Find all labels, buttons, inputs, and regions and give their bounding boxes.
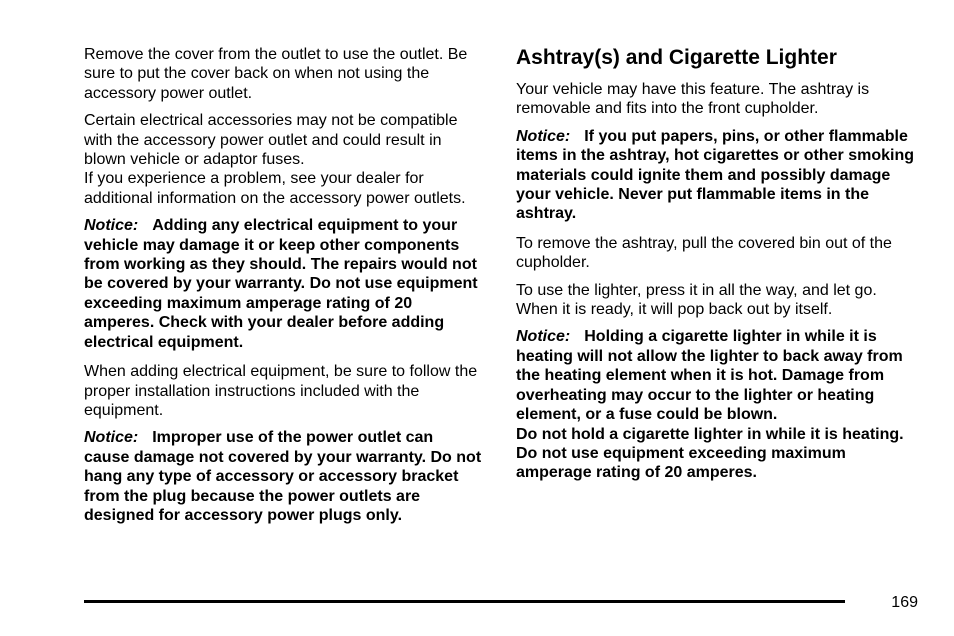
dealer-advice-text: If you experience a problem, see your dealer for additional information on the accessory power outlets. — [84, 170, 466, 207]
notice-text-continued: Do not hold a cigarette lighter in while it is heating. Do not use equipment exceeding maximum amperage rating of 20 amperes. — [516, 425, 904, 482]
footer-rule — [84, 600, 845, 603]
section-heading: Ashtray(s) and Cigarette Lighter — [516, 46, 837, 69]
notice-label: Notice: — [84, 429, 139, 447]
notice-cigarette-lighter — [516, 327, 922, 482]
notice-text: Adding any electrical equipment to your vehicle may damage it or keep other components from working as they should. The repairs would not be covered by your warranty. Do not use equipment exceeding maximum amperage rating of 20 amperes. Check with your dealer before adding electrical equipment. — [84, 217, 478, 351]
remove-ashtray-paragraph: To remove the ashtray, pull the covered bin out of the cupholder. — [516, 234, 892, 272]
right-column — [516, 44, 922, 493]
use-lighter-paragraph: To use the lighter, press it in all the way, and let go. When it is ready, it will pop back out by itself. — [516, 281, 877, 319]
notice-flammable-items — [516, 127, 922, 224]
notice-electrical-equipment — [84, 216, 482, 352]
left-column — [84, 45, 482, 535]
accessory-compatibility-paragraph — [84, 111, 482, 208]
notice-text: If you put papers, pins, or other flammable items in the ashtray, hot cigarettes or other smoking materials could ignite them and possibly damage your vehicle. Never put flammable items in the ashtray. — [516, 127, 915, 223]
notice-power-outlet-use — [84, 428, 482, 525]
notice-label: Notice: — [516, 127, 571, 145]
notice-text: Holding a cigarette lighter in while it is heating will not allow the lighter to back away from the heating element when it is hot. Damage from overheating may occur to the lighter or heating element, or a fuse could be blown. — [516, 328, 903, 424]
page-number: 169 — [891, 594, 918, 611]
compatibility-text: Certain electrical accessories may not be compatible with the accessory power outlet and could result in blown vehicle or adaptor fuses. — [84, 112, 458, 169]
notice-label: Notice: — [84, 217, 139, 235]
installation-instructions-paragraph: When adding electrical equipment, be sure to follow the proper installation instructions included with the equipment. — [84, 363, 478, 419]
notice-text: Improper use of the power outlet can cause damage not covered by your warranty. Do not hang any type of accessory or accessory bracket from the plug because the power outlets are designed for accessory power plugs only. — [84, 429, 482, 524]
outlet-cover-paragraph: Remove the cover from the outlet to use the outlet. Be sure to put the cover back on when not using the accessory power outlet. — [84, 46, 468, 102]
ashtray-feature-paragraph: Your vehicle may have this feature. The ashtray is removable and fits into the front cupholder. — [516, 81, 870, 118]
notice-label: Notice: — [516, 328, 571, 346]
